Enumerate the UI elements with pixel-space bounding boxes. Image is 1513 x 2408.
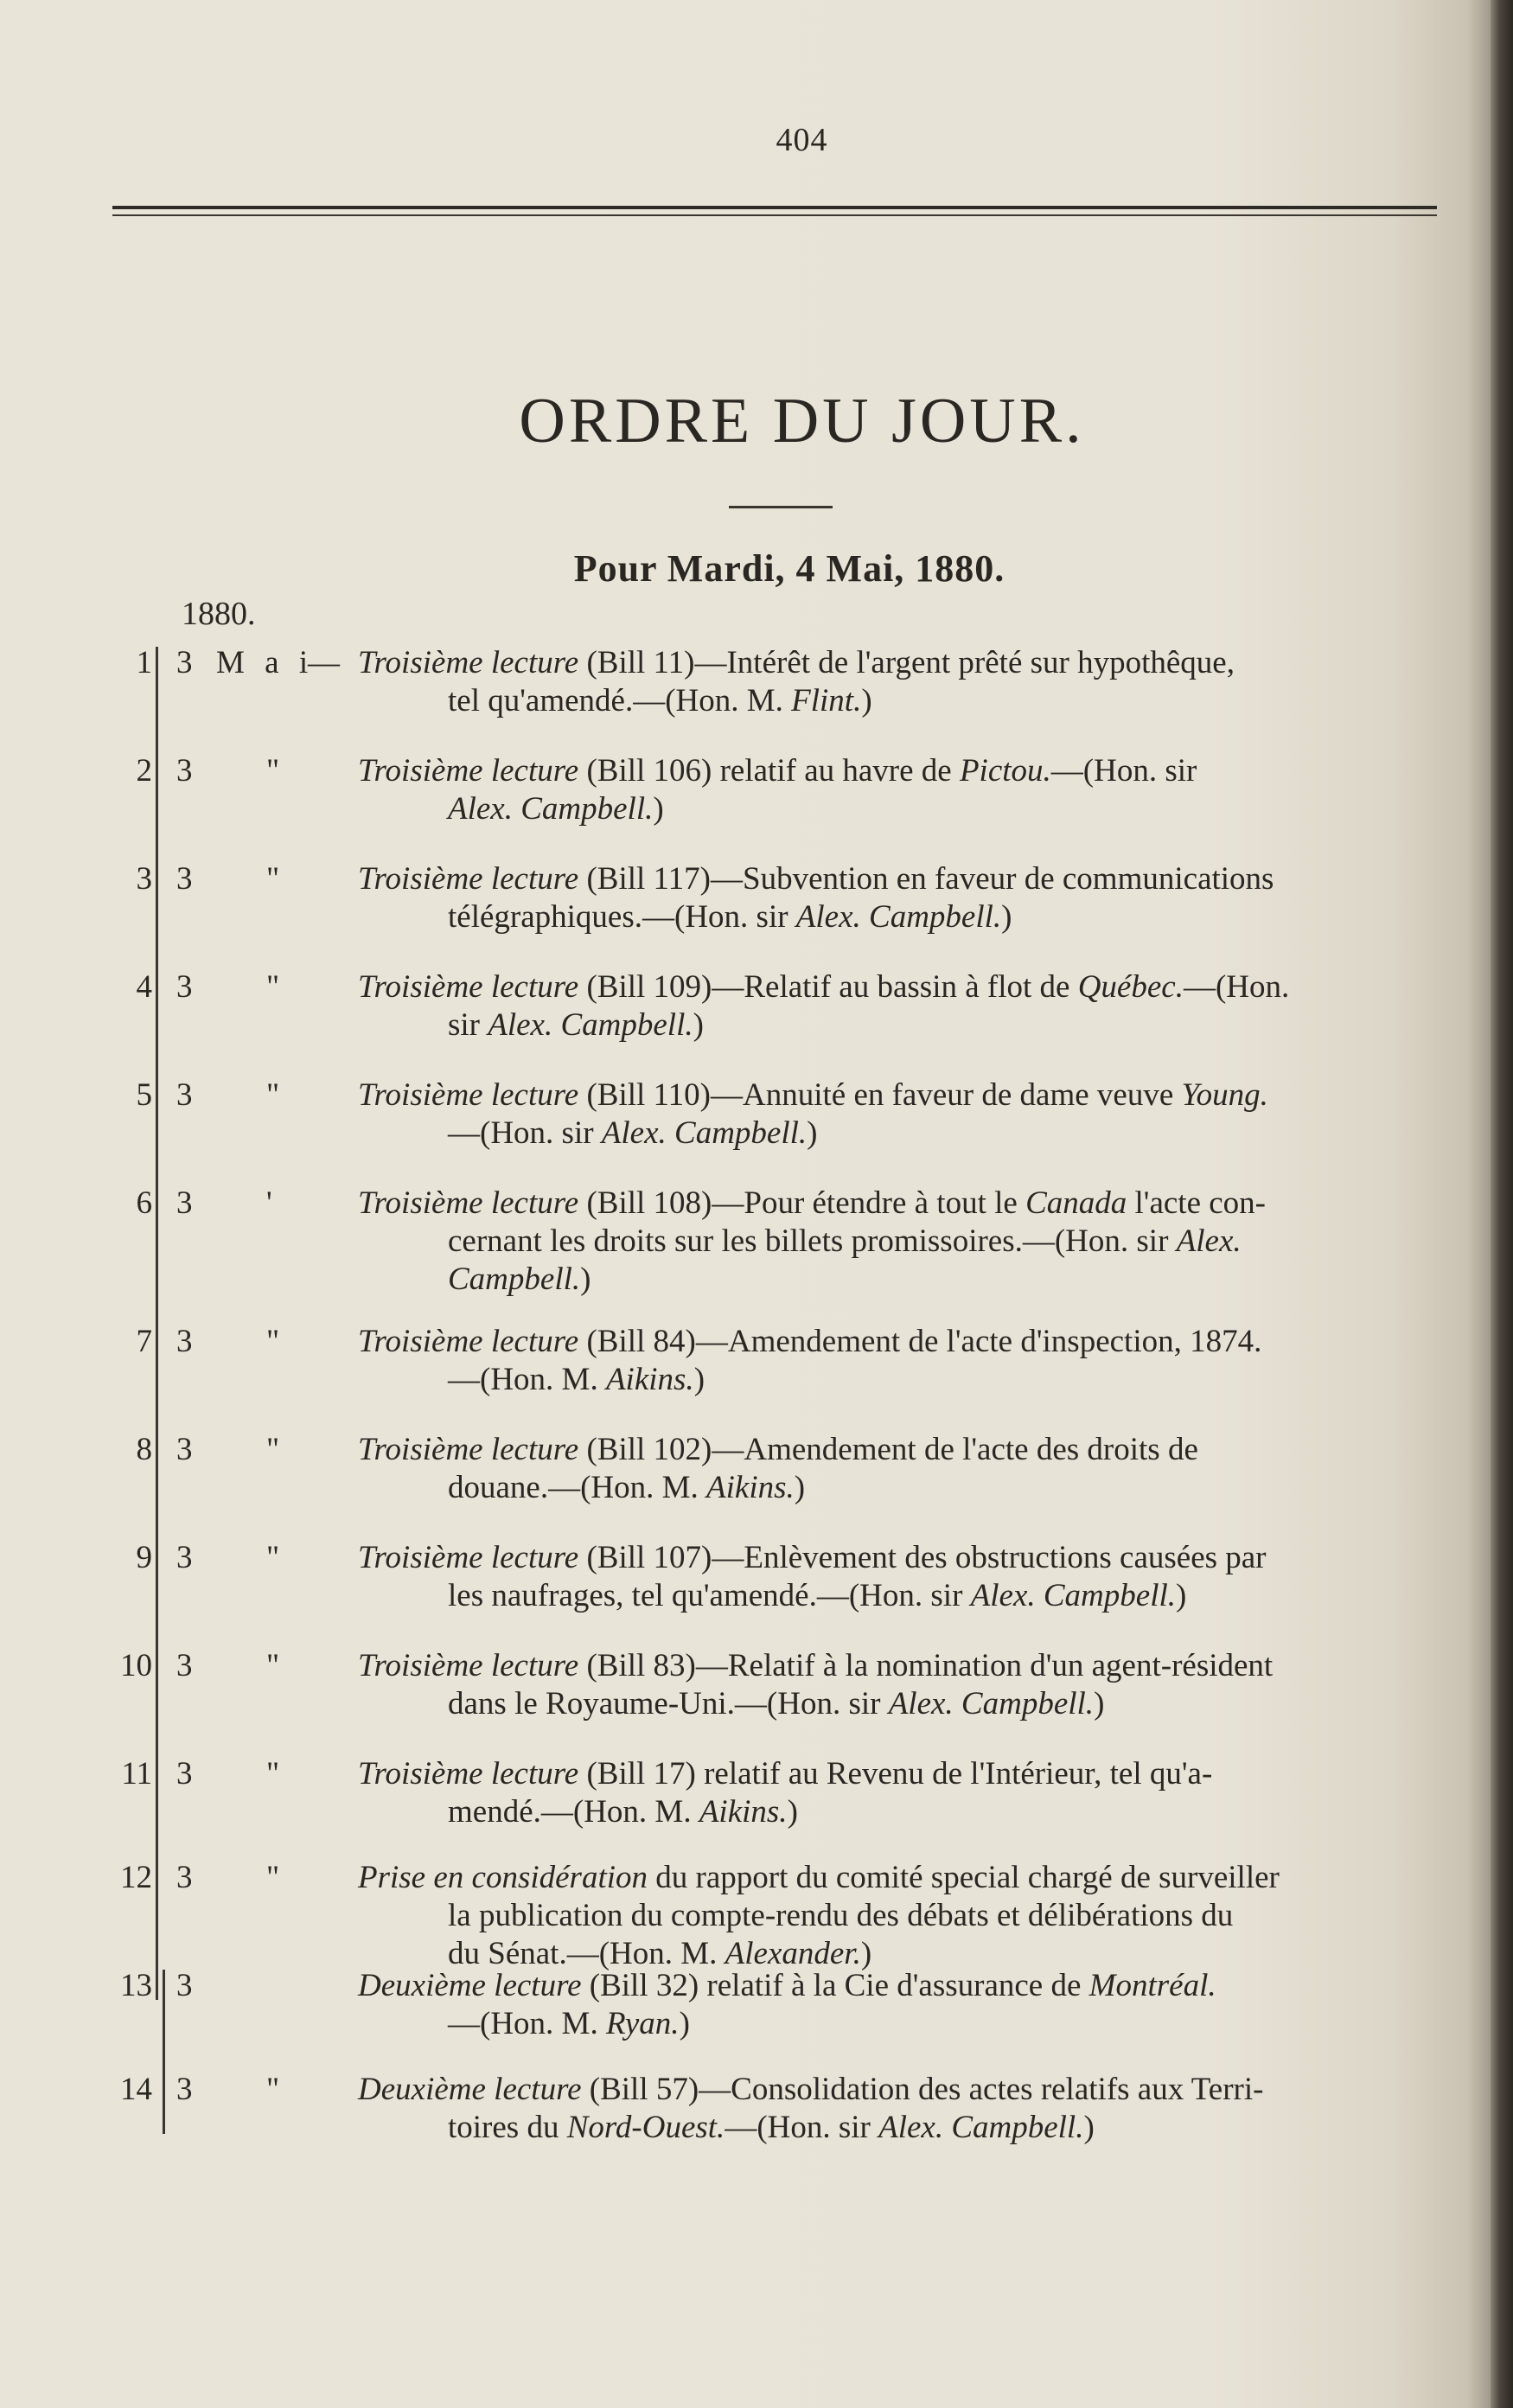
entry-number: 12 [120,1860,152,1895]
entry-line [358,2005,1456,2043]
entry-month: M a i [216,645,315,680]
entry-number: 10 [120,1648,152,1683]
bill-description: (Bill 117)—Subvention en faveur de communications [578,861,1274,897]
line-tail: l'acte con- [1127,1185,1267,1221]
reading-stage: Troisième lecture [358,1540,579,1575]
place-name: Québec. [1077,969,1184,1005]
sponsor-name: Alex. [1176,1223,1242,1259]
entry-line [358,682,1456,720]
line-text: télégraphiques.—(Hon. sir [448,899,796,935]
entry-line [358,1685,1456,1723]
sponsor-name: Nord-Ouest. [566,2110,725,2145]
reading-stage: Troisième lecture [358,1432,579,1467]
entry-day: 3 [176,1185,193,1221]
line-tail: ) [693,1007,704,1043]
bill-description: (Bill 84)—Amendement de l'acte d'inspection, 1874. [578,1324,1262,1359]
entry-text [358,1859,1456,1973]
margin-rule-upper [156,647,158,2000]
entry-line [358,898,1456,936]
reading-stage: Prise en considération [358,1860,648,1895]
place-name: Pictou. [959,753,1051,789]
line-text: —(Hon. M. [448,1362,606,1397]
entry-day: 3 [176,1540,193,1575]
entry-line [358,790,1456,828]
ditto-mark: " [266,861,280,897]
line-text: —(Hon. sir [448,1115,602,1151]
reading-stage: Troisième lecture [358,1077,579,1113]
margin-rule-lower [163,1970,165,2134]
entry-day: 3 [176,1860,193,1895]
bill-description: (Bill 106) relatif au havre de [578,753,960,789]
sponsor-name: Alex. Campbell. [601,1115,808,1151]
entry-line [358,1897,1456,1935]
ditto-mark: " [266,753,280,789]
entry-day: 3 [176,969,193,1005]
line-tail: —(Hon. sir [1050,753,1197,789]
line-text: cernant les droits sur les billets promissoires.—(Hon. sir [448,1223,1177,1259]
entry-number: 3 [136,861,152,897]
entry-line [358,1223,1456,1261]
ditto-mark: ' [266,1185,272,1221]
entry-line [358,1361,1456,1399]
bill-description: (Bill 108)—Pour étendre à tout le [578,1185,1026,1221]
line-text: —(Hon. M. [448,2006,606,2041]
bill-description: (Bill 83)—Relatif à la nomination d'un agent-résident [578,1648,1274,1683]
reading-stage: Troisième lecture [358,1185,579,1221]
entry-day: 3 [176,645,193,680]
sponsor-name: Campbell. [448,1261,581,1297]
line-tail: ) [807,1115,818,1151]
entry-line [358,1755,1456,1793]
entry-day: 3 [176,1432,193,1467]
line-tail: ) [653,791,664,827]
entry-number: 6 [136,1185,152,1221]
entry-number: 7 [136,1324,152,1359]
ditto-mark: " [266,1324,280,1359]
entry-line [358,860,1456,898]
entry-day: 3 [176,1077,193,1113]
sponsor-name: Flint. [791,683,862,719]
ditto-mark: " [266,1756,280,1792]
reading-stage: Deuxième lecture [358,1968,582,2003]
entry-line [358,2071,1456,2109]
sponsor-name: Alexander. [725,1936,861,1971]
entry-dash: — [308,645,340,680]
line-text: les naufrages, tel qu'amendé.—(Hon. sir [448,1578,971,1613]
line-tail: ) [1083,2110,1095,2145]
ditto-mark: " [266,1540,280,1575]
ditto-mark: " [266,969,280,1005]
entry-day: 3 [176,861,193,897]
line-tail: ) [1176,1578,1187,1613]
header-rule-thin [112,214,1437,216]
reading-stage: Deuxième lecture [358,2072,582,2107]
place-name: Young. [1181,1077,1268,1113]
bill-description: du rapport du comité special chargé de surveiller [648,1860,1280,1895]
ditto-mark: " [266,2072,280,2107]
entry-line [358,2109,1456,2147]
entry-line [358,1431,1456,1469]
entry-text [358,1431,1456,1507]
entry-text [358,1967,1456,2043]
sponsor-name: Alex. Campbell. [970,1578,1177,1613]
line-text: la publication du compte-rendu des débats et délibérations du [448,1898,1234,1933]
entry-text [358,752,1456,828]
entry-line [358,644,1456,682]
bill-description: (Bill 17) relatif au Revenu de l'Intérieur, tel qu'a- [578,1756,1213,1792]
entry-line [358,1185,1456,1223]
line-text: dans le Royaume-Uni.—(Hon. sir [448,1686,889,1721]
entry-day: 3 [176,1648,193,1683]
line-tail: ) [794,1470,806,1505]
line-tail: ) [860,1936,872,1971]
entry-line [358,1323,1456,1361]
entry-number: 8 [136,1432,152,1467]
entry-number: 1 [136,645,152,680]
sponsor-name: Aikins. [699,1794,788,1830]
entry-text [358,1185,1456,1299]
reading-stage: Troisième lecture [358,969,579,1005]
ditto-mark: " [266,1077,280,1113]
reading-stage: Troisième lecture [358,753,579,789]
entry-line [358,1076,1456,1115]
line-text: du Sénat.—(Hon. M. [448,1936,725,1971]
line-text: sir [448,1007,488,1043]
line-text: —(Hon. sir [725,2110,879,2145]
line-tail: ) [693,1362,705,1397]
header-rule-thick [112,206,1437,209]
line-tail: ) [679,2006,690,2041]
entry-line [358,968,1456,1006]
entry-line [358,1006,1456,1044]
bill-description: (Bill 102)—Amendement de l'acte des droits de [578,1432,1198,1467]
entry-line [358,1793,1456,1831]
entry-day: 3 [176,1756,193,1792]
sponsor-name: Aikins. [706,1470,795,1505]
entry-line [358,1967,1456,2005]
reading-stage: Troisième lecture [358,1756,579,1792]
line-tail: ) [787,1794,798,1830]
reading-stage: Troisième lecture [358,1648,579,1683]
bill-description: (Bill 110)—Annuité en faveur de dame veuve [578,1077,1182,1113]
line-tail: ) [1094,1686,1105,1721]
bill-description: (Bill 32) relatif à la Cie d'assurance de [581,1968,1089,2003]
line-tail: ) [580,1261,591,1297]
sponsor-name: Alex. Campbell. [888,1686,1095,1721]
sponsor-name: Alex. Campbell. [448,791,654,827]
bill-description: (Bill 109)—Relatif au bassin à flot de [578,969,1078,1005]
entry-number: 11 [121,1756,152,1792]
line-tail: ) [861,683,872,719]
line-text: toires du [448,2110,567,2145]
entry-number: 2 [136,753,152,789]
line-tail: ) [1001,899,1012,935]
entry-line [358,1261,1456,1299]
sponsor-name: Ryan. [605,2006,680,2041]
entry-line [358,1577,1456,1615]
sponsor-name: Alex. Campbell. [488,1007,693,1043]
entry-line [358,1539,1456,1577]
title-rule [729,506,833,508]
ditto-mark: " [266,1648,280,1683]
bill-description: (Bill 57)—Consolidation des actes relatifs aux Terri- [581,2072,1264,2107]
entry-line [358,1859,1456,1897]
page-title: ORDRE DU JOUR. [519,386,1085,457]
entry-number: 5 [136,1077,152,1113]
sponsor-name: Alex. Campbell. [878,2110,1084,2145]
entry-day: 3 [176,1968,193,2003]
reading-stage: Troisième lecture [358,861,579,897]
entry-number: 13 [120,1968,152,2003]
entry-day: 3 [176,753,193,789]
sponsor-name: Aikins. [605,1362,694,1397]
line-text: tel qu'amendé.—(Hon. M. [448,683,792,719]
page-subtitle: Pour Mardi, 4 Mai, 1880. [573,547,1005,590]
entry-line [358,752,1456,790]
entry-day: 3 [176,2072,193,2107]
line-text: mendé.—(Hon. M. [448,1794,699,1830]
year-label: 1880. [182,596,256,632]
page-number: 404 [776,122,828,158]
line-tail: —(Hon. [1183,969,1290,1005]
entry-text [358,968,1456,1044]
entry-text [358,644,1456,720]
entry-line [358,1469,1456,1507]
entry-number: 9 [136,1540,152,1575]
entry-text [358,1755,1456,1831]
entry-line [358,1647,1456,1685]
entry-number: 14 [120,2072,152,2107]
sponsor-name: Alex. Campbell. [795,899,1002,935]
reading-stage: Troisième lecture [358,1324,579,1359]
entry-text [358,2071,1456,2147]
bill-description: (Bill 107)—Enlèvement des obstructions causées par [578,1540,1267,1575]
entry-text [358,1539,1456,1615]
entry-line [358,1115,1456,1153]
place-name: Montréal. [1088,1968,1216,2003]
entry-day: 3 [176,1324,193,1359]
entry-text [358,1076,1456,1153]
entry-text [358,1323,1456,1399]
ditto-mark: " [266,1432,280,1467]
ditto-mark: " [266,1860,280,1895]
entry-number: 4 [136,969,152,1005]
place-name: Canada [1025,1185,1127,1221]
entry-text [358,1647,1456,1723]
book-spine-shadow [1491,0,1513,2408]
line-text: douane.—(Hon. M. [448,1470,707,1505]
bill-description: (Bill 11)—Intérêt de l'argent prêté sur hypothêque, [578,645,1235,680]
entry-text [358,860,1456,936]
reading-stage: Troisième lecture [358,645,579,680]
